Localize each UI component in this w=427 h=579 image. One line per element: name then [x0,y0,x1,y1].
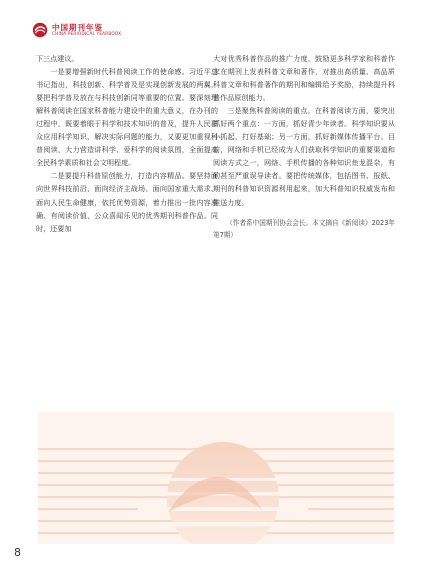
paragraph-point-one: 一是要增强新时代科普阅读工作的使命感。习近平总书记指出，科技创新、科学普及是实现创新发展的两翼，要把科学普及放在与科技创新同等重要的位置。要深刻理解科普阅读在国家科普能力建设中的重大意义，在办刊的过程中，既要着眼于科学和技术知识的普及，提升人民群众应用科学知识、解决实际问题的能力，又要更加重视科普阅读，大力营造讲科学、爱科学的阅读氛围，全面提高全民科学素质和社会文明程度。 [36,67,218,168]
paragraph-intro: 下三点建议。 [36,54,79,63]
page-number: 8 [14,546,21,559]
paragraph-point-two-continued: 大对优秀科普作品的推广力度，鼓励更多科学家和科普作家在期刊上发表科普文章和著作，对推出高质量、高品质科普文章和科普著作的期刊和编辑给予奖励，持续提升科普作品原创能力。 [213,54,395,103]
yearbook-logo [32,22,121,38]
yearbook-emblem-icon [32,22,48,38]
author-note: （作者系中国期刊协会会长。本文摘自《新阅读》2023年第7期） [213,218,395,240]
right-text-column [213,52,395,242]
decorative-sunrise-graphic [38,412,394,544]
header-title-cn: 中国期刊年鉴 [52,22,103,32]
header-title-en: CHINA PERIODICAL YEARBOOK [52,31,122,37]
left-text-column [36,52,218,235]
paragraph-point-three: 三是聚焦科普阅读的重点。在科普阅读方面，要突出抓好两个重点：一方面，抓好青少年读者。科学知识要从小抓起，打好基础；另一方面，抓好新媒体传播平台。目前，网络和手机已经成为人们获取科学知识的重要渠道和阅读方式之一，网络、手机传播的各种知识鱼龙混杂，有的甚至严重误导读者。要把传统媒体，包括图书、报纸、期刊的科普知识资源利用起来，加大科普知识权威发布和推送力度。 [213,106,395,207]
paragraph-point-two: 二是要提升科普原创能力，打造内容精品。要坚持面向世界科技前沿、面向经济主战场、面向国家重大需求、面向人民生命健康，依托优势资源，着力推出一批内容准确、有阅读价值、公众喜闻乐见的优秀期刊科普作品。同时，还要加 [36,171,218,233]
